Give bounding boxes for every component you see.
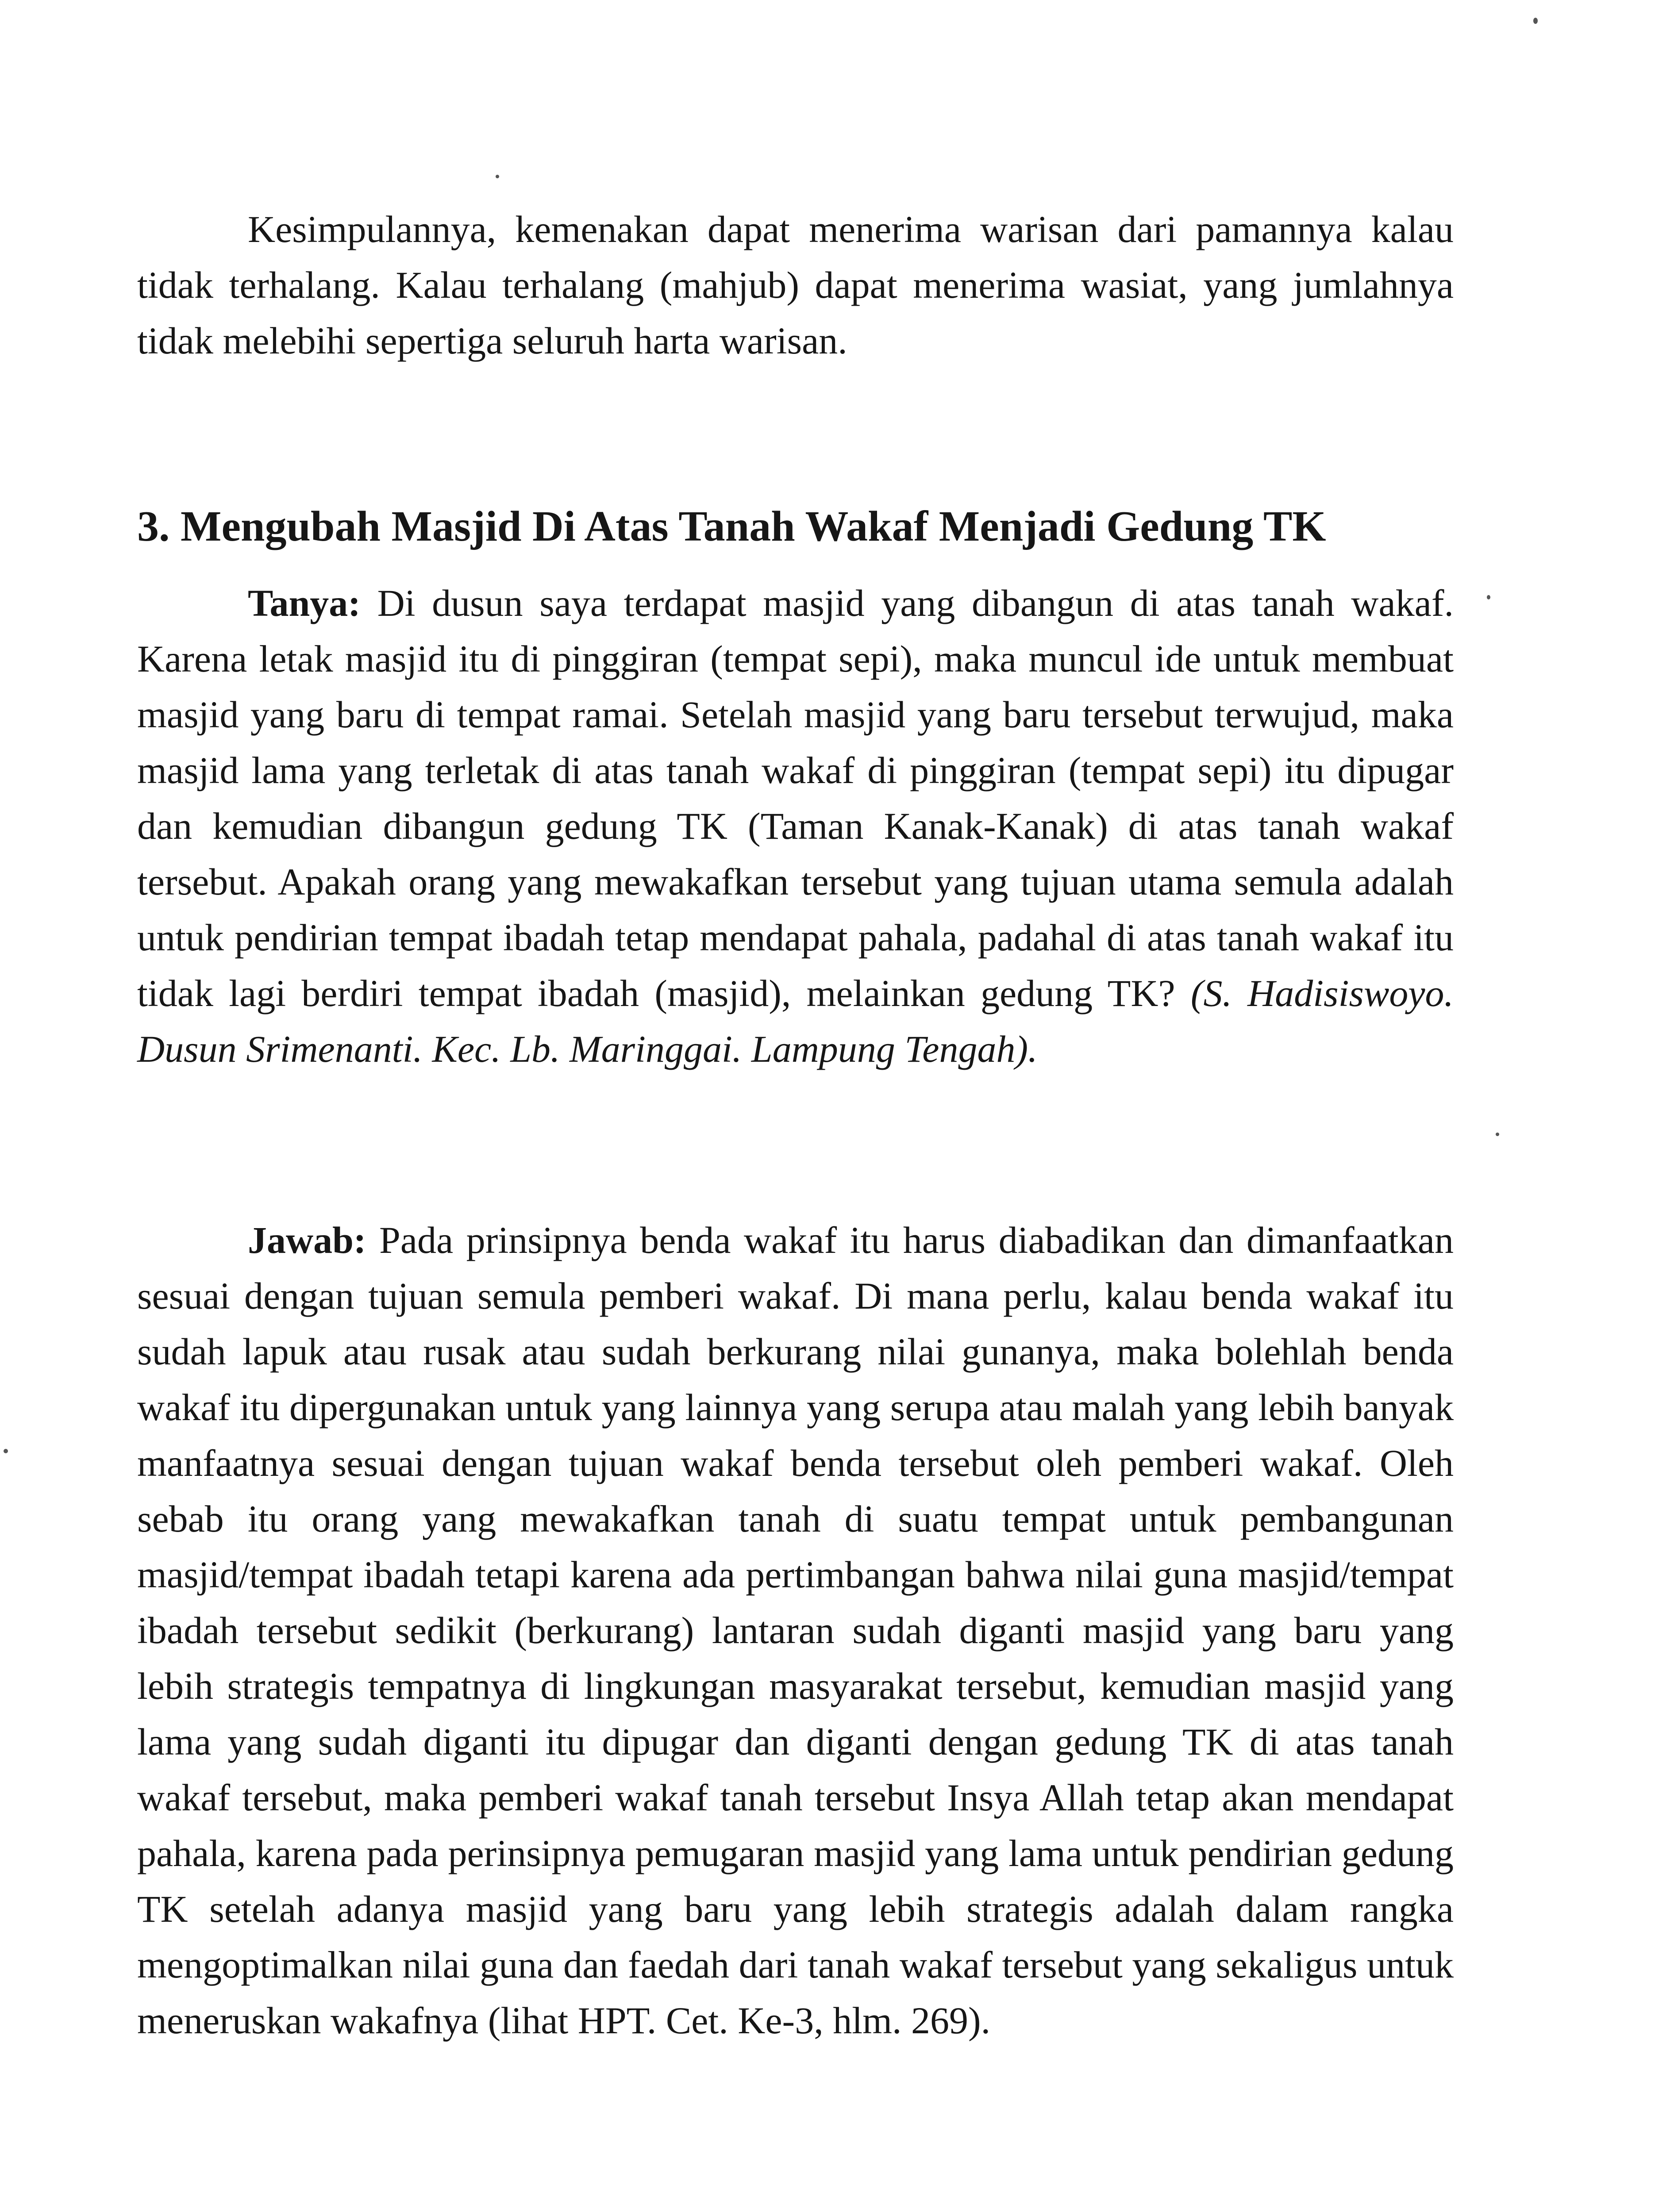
scan-speck [1496,1133,1499,1136]
section-title: Mengubah Masjid Di Atas Tanah Wakaf Menjadi Gedung TK [181,503,1326,550]
question-paragraph [137,575,1454,1077]
conclusion-paragraph: Kesimpulannya, kemenakan dapat menerima warisan dari pamannya kalau tidak terhalang. Kalau terhalang (mahjub) dapat menerima wasiat, yang jumlahnya tidak melebihi sepertiga seluruh harta warisan. [137,208,1454,362]
section-number: 3. [137,503,170,550]
question-label: Tanya: [248,582,361,624]
question-text: Di dusun saya terdapat masjid yang dibangun di atas tanah wakaf. Karena letak masjid itu di pinggiran (tempat sepi), maka muncul ide untuk membuat masjid yang baru di tempat ramai. Setelah masjid yang baru tersebut terwujud, maka masjid lama yang terletak di atas tanah wakaf di pinggiran (tempat sepi) itu dipugar dan kemudian dibangun gedung TK (Taman Kanak-Kanak) di atas tanah wakaf tersebut. Apakah orang yang mewakafkan tersebut yang tujuan utama semula adalah untuk pendirian tempat ibadah tetap mendapat pahala, padahal di atas tanah wakaf itu tidak lagi berdiri tempat ibadah (masjid), melainkan gedung TK? [137,582,1454,1014]
scan-speck [1533,18,1538,24]
scan-speck [1487,595,1490,599]
section-heading [137,498,1465,555]
answer-paragraph [137,1212,1454,2048]
scan-speck [4,1449,8,1453]
scan-speck [496,175,499,178]
question-source: (S. Hadisiswoyo. Dusun Srimenanti. Kec. Lb. Maringgai. Lampung Tengah). [137,972,1454,1070]
answer-text: Pada prinsipnya benda wakaf itu harus diabadikan dan dimanfaatkan sesuai dengan tujuan semula pemberi wakaf. Di mana perlu, kalau benda wakaf itu sudah lapuk atau rusak atau sudah berkurang nilai gunanya, maka bolehlah benda wakaf itu dipergunakan untuk yang lainnya yang serupa atau malah yang lebih banyak manfaatnya sesuai dengan tujuan wakaf benda tersebut oleh pemberi wakaf. Oleh sebab itu orang yang mewakafkan tanah di suatu tempat untuk pembangunan masjid/tempat ibadah tetapi karena ada pertimbangan bahwa nilai guna masjid/tempat ibadah tersebut sedikit (berkurang) lantaran sudah diganti masjid yang baru yang lebih strategis tempatnya di lingkungan masyarakat tersebut, kemudian masjid yang lama yang sudah diganti itu dipugar dan diganti dengan gedung TK di atas tanah wakaf tersebut, maka pemberi wakaf tanah tersebut Insya Allah tetap akan mendapat pahala, karena pada perinsipnya pemugaran masjid yang lama untuk pendirian gedung TK setelah adanya masjid yang baru yang lebih strategis adalah dalam rangka mengoptimalkan nilai guna dan faedah dari tanah wakaf tersebut yang sekaligus untuk meneruskan wakafnya (lihat HPT. Cet. Ke-3, hlm. 269). [137,1219,1454,2042]
answer-label: Jawab: [248,1219,366,1261]
